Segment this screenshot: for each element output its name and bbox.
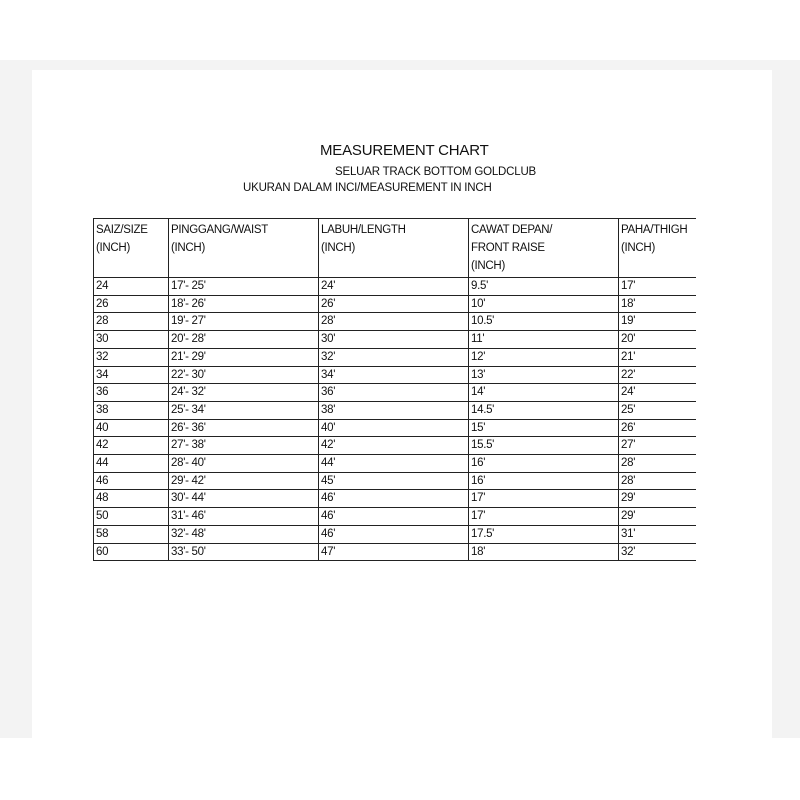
cell-front-raise: 12' bbox=[469, 348, 619, 366]
cell-waist: 21'- 29' bbox=[169, 348, 319, 366]
cell-front-raise: 14' bbox=[469, 384, 619, 402]
table-row bbox=[94, 472, 697, 490]
header-waist bbox=[169, 219, 319, 278]
cell-waist: 22'- 30' bbox=[169, 366, 319, 384]
table-body bbox=[94, 278, 697, 561]
cell-thigh: 28' bbox=[619, 472, 697, 490]
header-line: CAWAT DEPAN/ bbox=[471, 224, 553, 236]
cell-front-raise: 10' bbox=[469, 295, 619, 313]
cell-size: 60 bbox=[94, 543, 169, 561]
cell-waist: 32'- 48' bbox=[169, 525, 319, 543]
cell-waist: 27'- 38' bbox=[169, 437, 319, 455]
cell-waist: 17'- 25' bbox=[169, 278, 319, 296]
cell-length: 44' bbox=[319, 455, 469, 473]
table-row bbox=[94, 490, 697, 508]
cell-size: 44 bbox=[94, 455, 169, 473]
cell-waist: 20'- 28' bbox=[169, 331, 319, 349]
table-row bbox=[94, 455, 697, 473]
cell-front-raise: 18' bbox=[469, 543, 619, 561]
cell-front-raise: 13' bbox=[469, 366, 619, 384]
cell-length: 38' bbox=[319, 401, 469, 419]
cell-waist: 33'- 50' bbox=[169, 543, 319, 561]
header-line: LABUH/LENGTH bbox=[321, 224, 406, 236]
table-row bbox=[94, 419, 697, 437]
cell-thigh: 27' bbox=[619, 437, 697, 455]
cell-thigh: 21' bbox=[619, 348, 697, 366]
table-row bbox=[94, 401, 697, 419]
cell-waist: 18'- 26' bbox=[169, 295, 319, 313]
cell-front-raise: 11' bbox=[469, 331, 619, 349]
header-line: PINGGANG/WAIST bbox=[171, 224, 268, 236]
cell-thigh: 19' bbox=[619, 313, 697, 331]
cell-size: 34 bbox=[94, 366, 169, 384]
cell-front-raise: 17.5' bbox=[469, 525, 619, 543]
cell-thigh: 29' bbox=[619, 508, 697, 526]
measurement-table-wrapper bbox=[93, 218, 696, 576]
table-header-row bbox=[94, 219, 697, 278]
cell-size: 24 bbox=[94, 278, 169, 296]
cell-front-raise: 16' bbox=[469, 455, 619, 473]
cell-waist: 29'- 42' bbox=[169, 472, 319, 490]
cell-thigh: 28' bbox=[619, 455, 697, 473]
header-line: FRONT RAISE bbox=[471, 242, 545, 254]
header-line: (INCH) bbox=[471, 260, 505, 272]
cell-length: 30' bbox=[319, 331, 469, 349]
cell-waist: 25'- 34' bbox=[169, 401, 319, 419]
table-row bbox=[94, 313, 697, 331]
cell-size: 40 bbox=[94, 419, 169, 437]
cell-waist: 30'- 44' bbox=[169, 490, 319, 508]
cell-size: 46 bbox=[94, 472, 169, 490]
cell-size: 42 bbox=[94, 437, 169, 455]
header-line: (INCH) bbox=[321, 242, 355, 254]
cell-thigh: 29' bbox=[619, 490, 697, 508]
cell-length: 28' bbox=[319, 313, 469, 331]
cell-size: 30 bbox=[94, 331, 169, 349]
cell-waist: 24'- 32' bbox=[169, 384, 319, 402]
cell-length: 42' bbox=[319, 437, 469, 455]
cell-length: 47' bbox=[319, 543, 469, 561]
cell-front-raise: 15' bbox=[469, 419, 619, 437]
cell-waist: 19'- 27' bbox=[169, 313, 319, 331]
header-line: SAIZ/SIZE bbox=[96, 224, 148, 236]
cell-length: 45' bbox=[319, 472, 469, 490]
measurement-table bbox=[93, 218, 696, 561]
cell-length: 46' bbox=[319, 525, 469, 543]
header-size bbox=[94, 219, 169, 278]
cell-front-raise: 14.5' bbox=[469, 401, 619, 419]
top-gray-band bbox=[0, 60, 800, 70]
cell-length: 34' bbox=[319, 366, 469, 384]
table-row bbox=[94, 384, 697, 402]
cell-size: 32 bbox=[94, 348, 169, 366]
cell-front-raise: 9.5' bbox=[469, 278, 619, 296]
header-length bbox=[319, 219, 469, 278]
cell-front-raise: 10.5' bbox=[469, 313, 619, 331]
cell-thigh: 25' bbox=[619, 401, 697, 419]
table-row bbox=[94, 508, 697, 526]
table-row bbox=[94, 348, 697, 366]
bottom-band bbox=[0, 738, 800, 800]
cell-size: 26 bbox=[94, 295, 169, 313]
cell-size: 58 bbox=[94, 525, 169, 543]
left-gray-margin bbox=[0, 60, 32, 738]
cell-length: 46' bbox=[319, 490, 469, 508]
chart-subtitle: SELUAR TRACK BOTTOM GOLDCLUB bbox=[335, 166, 537, 178]
cell-size: 38 bbox=[94, 401, 169, 419]
cell-size: 36 bbox=[94, 384, 169, 402]
cell-thigh: 24' bbox=[619, 384, 697, 402]
cell-thigh: 32' bbox=[619, 543, 697, 561]
table-row bbox=[94, 525, 697, 543]
cell-thigh: 26' bbox=[619, 419, 697, 437]
cell-front-raise: 16' bbox=[469, 472, 619, 490]
cell-front-raise: 17' bbox=[469, 508, 619, 526]
table-row bbox=[94, 437, 697, 455]
cell-length: 46' bbox=[319, 508, 469, 526]
cell-length: 40' bbox=[319, 419, 469, 437]
cell-length: 32' bbox=[319, 348, 469, 366]
cell-front-raise: 15.5' bbox=[469, 437, 619, 455]
cell-size: 48 bbox=[94, 490, 169, 508]
table-row bbox=[94, 278, 697, 296]
cell-thigh: 18' bbox=[619, 295, 697, 313]
cell-length: 36' bbox=[319, 384, 469, 402]
cell-size: 28 bbox=[94, 313, 169, 331]
table-row bbox=[94, 366, 697, 384]
cell-waist: 31'- 46' bbox=[169, 508, 319, 526]
cell-waist: 28'- 40' bbox=[169, 455, 319, 473]
right-gray-margin bbox=[772, 60, 800, 738]
cell-length: 26' bbox=[319, 295, 469, 313]
cell-size: 50 bbox=[94, 508, 169, 526]
chart-unit-note: UKURAN DALAM INCI/MEASUREMENT IN INCH bbox=[243, 182, 492, 194]
header-thigh bbox=[619, 219, 697, 278]
cell-front-raise: 17' bbox=[469, 490, 619, 508]
chart-title: MEASUREMENT CHART bbox=[320, 142, 489, 159]
header-line: PAHA/THIGH bbox=[621, 224, 688, 236]
cell-thigh: 31' bbox=[619, 525, 697, 543]
table-row bbox=[94, 295, 697, 313]
header-line: (INCH) bbox=[96, 242, 130, 254]
table-row bbox=[94, 543, 697, 561]
header-front-raise bbox=[469, 219, 619, 278]
cell-thigh: 20' bbox=[619, 331, 697, 349]
header-line: (INCH) bbox=[621, 242, 655, 254]
cell-length: 24' bbox=[319, 278, 469, 296]
table-row bbox=[94, 331, 697, 349]
cell-waist: 26'- 36' bbox=[169, 419, 319, 437]
cell-thigh: 17' bbox=[619, 278, 697, 296]
cell-thigh: 22' bbox=[619, 366, 697, 384]
header-line: (INCH) bbox=[171, 242, 205, 254]
